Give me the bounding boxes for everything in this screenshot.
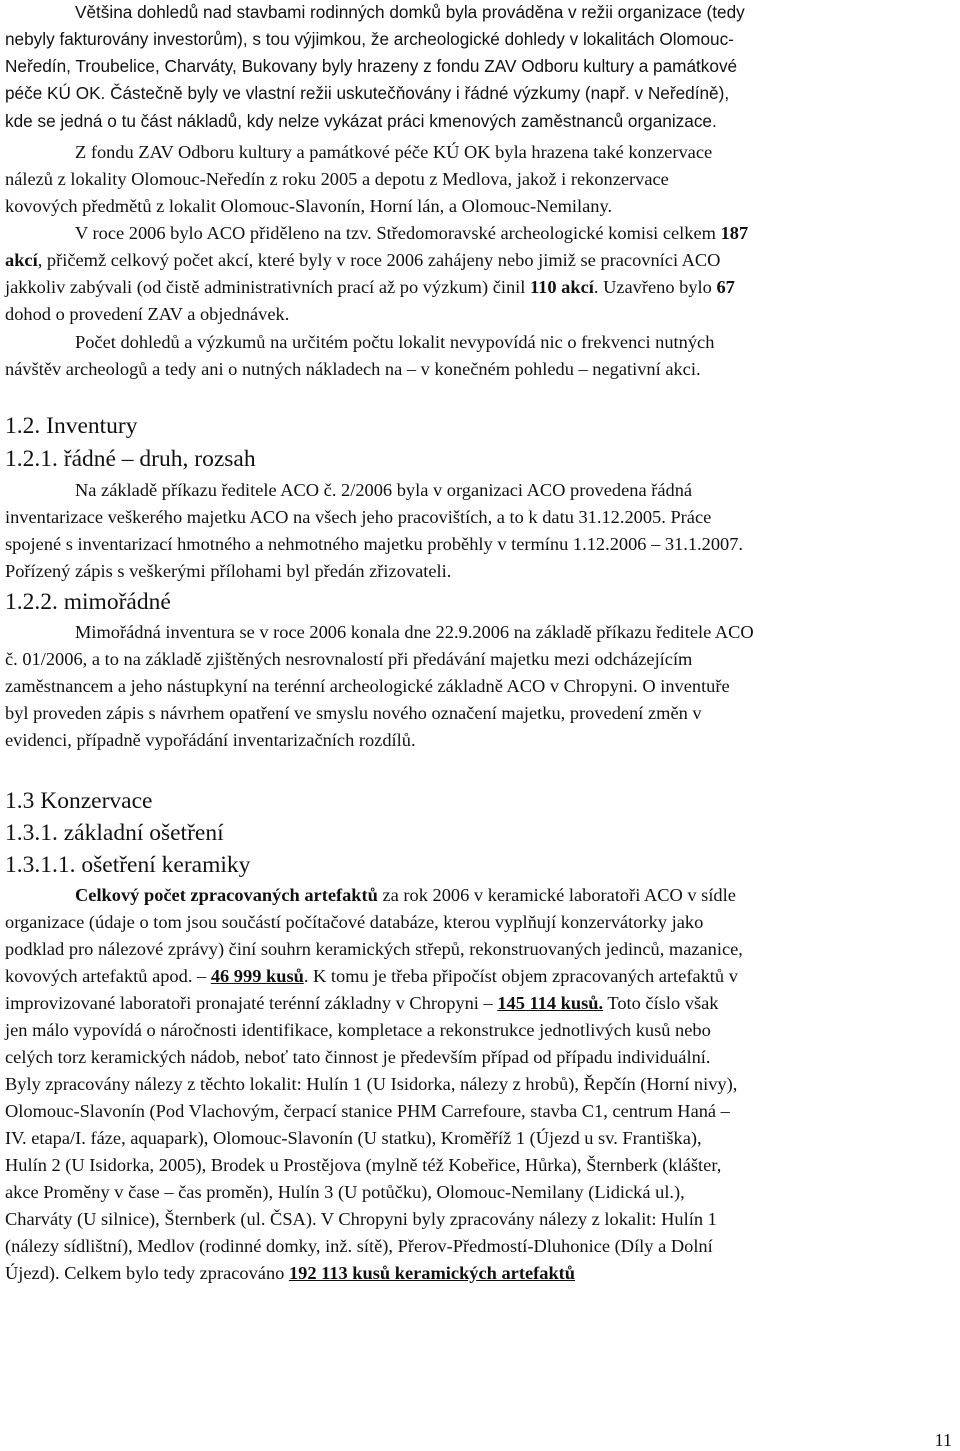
paragraph-7-line: IV. etapa/I. fáze, aquapark), Olomouc-Slavonín (U statku), Kroměříž 1 (Újezd u sv. Františka), (5, 1128, 702, 1148)
subsection-heading: 1.2.2. mimořádné (5, 589, 171, 615)
paragraph-7-line: organizace (údaje o tom jsou součástí počítačové databáze, kterou vyplňují konzervátorky jako (5, 912, 704, 932)
paragraph-2-line: Z fondu ZAV Odboru kultury a památkové péče KÚ OK byla hrazena také konzervace (75, 142, 713, 162)
paragraph-1-line: péče KÚ OK. Částečně byly ve vlastní režii uskutečňovány i řádné výzkumy (např. v Neředíně), (5, 83, 730, 103)
subsection-heading: 1.3.1. základní ošetření (5, 820, 224, 846)
paragraph-6-line: zaměstnancem a jeho nástupkyní na terénní archeologické základně ACO v Chropyni. O inventuře (5, 676, 730, 696)
text: V roce 2006 bylo ACO přiděleno na tzv. Středomoravské archeologické komisi celkem (75, 223, 721, 243)
paragraph-3-line (75, 221, 748, 245)
total-highlight: 192 113 kusů keramických artefaktů (288, 1263, 576, 1283)
paragraph-7-line (5, 964, 738, 988)
bold-text: 67 (716, 277, 735, 297)
paragraph-1-line: Většina dohledů nad stavbami rodinných domků byla prováděna v režii organizace (tedy (75, 2, 745, 22)
paragraph-5-line: Na základě příkazu ředitele ACO č. 2/2006 byla v organizaci ACO provedena řádná (75, 480, 693, 500)
paragraph-7-line: (nálezy sídlištní), Medlov (rodinné domky, inž. sítě), Přerov-Předmostí-Dluhonice (Díly a Dolní (5, 1236, 713, 1256)
paragraph-2-line: nálezů z lokality Olomouc-Neředín z roku 2005 a depotu z Medlova, jakož i rekonzervace (5, 169, 669, 189)
count-highlight: 46 999 kusů (210, 966, 304, 986)
paragraph-7-line (5, 1261, 575, 1285)
paragraph-4-line: Počet dohledů a výzkumů na určitém počtu lokalit nevypovídá nic o frekvenci nutných (75, 332, 715, 352)
paragraph-7-line: Byly zpracovány nálezy z těchto lokalit: Hulín 1 (U Isidorka, nálezy z hrobů), Řepčín (Horní nivy), (5, 1074, 738, 1094)
count-highlight: 145 114 kusů. (497, 993, 604, 1013)
bold-text: akcí (5, 250, 38, 270)
paragraph-6-line: č. 01/2006, a to na základě zjištěných nesrovnalostí při předávání majetku mezi odcházejícím (5, 649, 693, 669)
paragraph-5-line: spojené s inventarizací hmotného a nehmotného majetku proběhly v termínu 1.12.2006 – 31.1.2007. (5, 534, 744, 554)
paragraph-7-line: Olomouc-Slavonín (Pod Vlachovým, čerpací stanice PHM Carrefoure, stavba C1, centrum Haná – (5, 1101, 730, 1121)
paragraph-4-line: návštěv archeologů a tedy ani o nutných nákladech na – v konečném pohledu – negativní akci. (5, 359, 701, 379)
section-heading: 1.2. Inventury (5, 413, 138, 439)
section-heading: 1.3 Konzervace (5, 788, 153, 814)
paragraph-5-line: inventarizace veškerého majetku ACO na všech jeho pracovištích, a to k datu 31.12.2005. Práce (5, 507, 712, 527)
paragraph-7-line: jen málo vypovídá o náročnosti identifikace, kompletace a rekonstrukce jednotlivých kusů nebo (5, 1020, 711, 1040)
text: kovových artefaktů apod. – (5, 966, 211, 986)
text: Toto číslo však (603, 993, 719, 1013)
paragraph-6-line: byl proveden zápis s návrhem opatření ve smyslu nového označení majetku, provedení změn v (5, 703, 702, 723)
text: improvizované laboratoři pronajaté terénní základny v Chropyni – (5, 993, 498, 1013)
paragraph-1-line: Neředín, Troubelice, Charváty, Bukovany byly hrazeny z fondu ZAV Odboru kultury a památkové (5, 56, 738, 76)
paragraph-7-line: Hulín 2 (U Isidorka, 2005), Brodek u Prostějova (mylně též Kobeřice, Hůrka), Šternberk (klášter, (5, 1155, 722, 1175)
action-count: 187 (720, 223, 749, 243)
paragraph-7-line: Charváty (U silnice), Šternberk (ul. ČSA). V Chropyni byly zpracovány nálezy z lokalit: Hulín 1 (5, 1209, 717, 1229)
paragraph-3-line (5, 248, 720, 272)
paragraph-6-line: evidenci, případně vypořádání inventarizačních rozdílů. (5, 730, 416, 750)
subsection-heading: 1.3.1.1. ošetření keramiky (5, 852, 251, 878)
bold-text: Celkový počet zpracovaných artefaktů (75, 885, 378, 905)
paragraph-1-line: kde se jedná o tu část nákladů, kdy nelze vykázat práci kmenových zaměstnanců organizace. (5, 111, 717, 131)
paragraph-3-line (5, 275, 735, 299)
paragraph-7-line: celých torz keramických nádob, neboť tato činnost je především případ od případu individuální. (5, 1047, 711, 1067)
text: , přičemž celkový počet akcí, které byly v roce 2006 zahájeny nebo jimiž se pracovníci ACO (37, 250, 721, 270)
paragraph-3-line: dohod o provedení ZAV a objednávek. (5, 304, 290, 324)
page-number: 11 (934, 1430, 952, 1450)
subsection-heading: 1.2.1. řádné – druh, rozsah (5, 446, 256, 472)
paragraph-2-line: kovových předmětů z lokalit Olomouc-Slavonín, Horní lán, a Olomouc-Nemilany. (5, 196, 613, 216)
text: . K tomu je třeba připočíst objem zpracovaných artefaktů v (303, 966, 738, 986)
paragraph-1-line: nebyly fakturovány investorům), s tou výjimkou, že archeologické dohledy v lokalitách Olomouc- (5, 29, 734, 49)
text: Újezd). Celkem bylo tedy zpracováno (5, 1263, 289, 1283)
paragraph-5-line: Pořízený zápis s veškerými přílohami byl předán zřizovateli. (5, 561, 452, 581)
text: . Uzavřeno bylo (593, 277, 717, 297)
paragraph-7-line: akce Proměny v čase – čas proměn), Hulín 3 (U potůčku), Olomouc-Nemilany (Lidická ul.), (5, 1182, 685, 1202)
paragraph-7-line (5, 991, 718, 1015)
text: jakkoliv zabývali (od čistě administrativních prací až po výzkum) činil (5, 277, 530, 297)
paragraph-7-line: podklad pro nálezové zprávy) činí souhrn keramických střepů, rekonstruovaných jedinců, mazanice, (5, 939, 743, 959)
paragraph-6-line: Mimořádná inventura se v roce 2006 konala dne 22.9.2006 na základě příkazu ředitele ACO (75, 622, 754, 642)
paragraph-7-line (75, 883, 736, 907)
text: za rok 2006 v keramické laboratoři ACO v sídle (377, 885, 736, 905)
bold-text: 110 akcí (530, 277, 594, 297)
